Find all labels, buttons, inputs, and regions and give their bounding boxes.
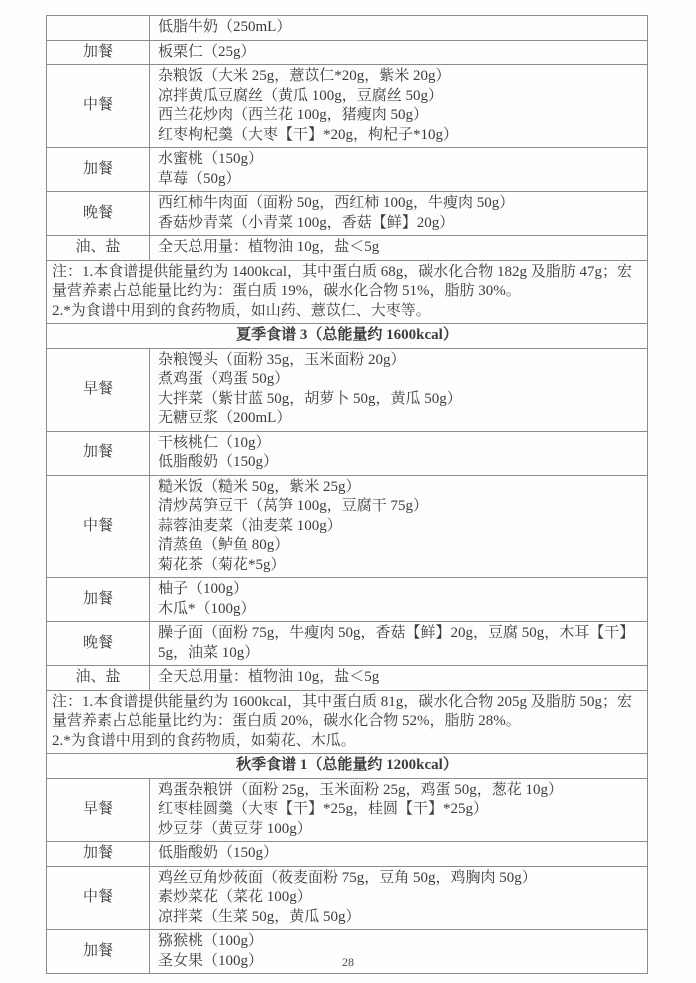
table-row [47,578,648,622]
table-row [47,842,648,867]
meal-item: 西红柿牛肉面（面粉 50g，西红柿 100g，牛瘦肉 50g） [158,195,515,211]
meal-item: 全天总用量：植物油 10g，盐＜5g [158,669,380,685]
table-row [47,65,648,148]
meal-label: 加餐 [47,930,150,974]
meal-item: 低脂牛奶（250mL） [158,19,292,35]
meal-items-cell [150,666,648,691]
meal-items-cell [150,65,648,148]
meal-label: 中餐 [47,65,150,148]
meal-label: 油、盐 [47,666,150,691]
table-row [47,192,648,236]
meal-plan-table-body [47,16,648,974]
table-row [47,348,648,431]
meal-items-cell [150,475,648,578]
meal-item: 圣女果（100g） [158,952,264,969]
meal-item: 煮鸡蛋（鸡蛋 50g） [158,371,290,387]
section-title-row [47,754,648,779]
meal-item: 大拌菜（紫甘蓝 50g，胡萝卜 50g，黄瓜 50g） [158,390,462,407]
meal-item: 木瓜*（100g） [158,600,256,617]
meal-label: 加餐 [47,148,150,192]
meal-items-cell [150,236,648,261]
note-cell [47,690,648,754]
note-line: 2.*为食谱中用到的食药物质，如菊花、木瓜。 [52,732,356,749]
note-line: 注：1.本食谱提供能量约为 1600kcal，其中蛋白质 81g，碳水化合物 205g 及脂肪 50g；宏量营养素占总能量比约为：蛋白质 20%，碳水化合物 52%，脂肪 28%。 [52,693,632,729]
table-row [47,866,648,930]
section-title-row [47,324,648,349]
meal-item: 板栗仁（25g） [158,43,256,60]
meal-item: 鸡丝豆角炒莜面（莜麦面粉 75g，豆角 50g，鸡胸肉 50g） [158,869,537,886]
meal-item: 水蜜桃（150g） [158,151,264,167]
meal-items-cell [150,842,648,867]
meal-label [47,16,150,41]
meal-item: 红枣枸杞羹（大枣【干】*20g，枸杞子*10g） [158,126,459,143]
meal-item: 凉拌黄瓜豆腐丝（黄瓜 100g，豆腐丝 50g） [158,87,444,104]
meal-label: 早餐 [47,348,150,431]
table-row [47,778,648,842]
meal-items-cell [150,778,648,842]
meal-item: 全天总用量：植物油 10g，盐＜5g [158,239,380,255]
meal-item: 红枣桂圆羹（大枣【干】*25g，桂圆【干】*25g） [158,801,489,817]
meal-label: 晚餐 [47,622,150,666]
meal-item: 臊子面（面粉 75g，牛瘦肉 50g，香菇【鲜】20g，豆腐 50g，木耳【干】5g，油菜 10g） [158,625,635,661]
meal-label: 加餐 [47,578,150,622]
meal-item: 香菇炒青菜（小青菜 100g，香菇【鲜】20g） [158,214,455,231]
meal-label: 油、盐 [47,236,150,261]
meal-items-cell [150,622,648,666]
meal-plan-table [46,15,648,974]
section-title: 秋季食谱 1（总能量约 1200kcal） [47,754,648,779]
meal-item: 低脂酸奶（150g） [158,845,279,861]
table-row [47,475,648,578]
meal-item: 低脂酸奶（150g） [158,454,279,470]
meal-item: 素炒菜花（菜花 100g） [158,889,312,905]
table-row [47,148,648,192]
page-number: 28 [342,955,354,969]
meal-item: 杂粮馒头（面粉 35g，玉米面粉 20g） [158,351,406,368]
meal-item: 糙米饭（糙米 50g，紫米 25g） [158,478,361,495]
section-title: 夏季食谱 3（总能量约 1600kcal） [47,324,648,349]
table-row [47,622,648,666]
meal-item: 蒜蓉油麦菜（油麦菜 100g） [158,517,342,534]
note-cell [47,260,648,324]
meal-item: 凉拌菜（生菜 50g，黄瓜 50g） [158,908,361,925]
meal-item: 清炒莴笋豆干（莴笋 100g，豆腐干 75g） [158,498,429,514]
note-line: 注：1.本食谱提供能量约为 1400kcal，其中蛋白质 68g，碳水化合物 182g 及脂肪 47g；宏量营养素占总能量比约为：蛋白质 19%，碳水化合物 51%，脂肪 30%。 [52,263,632,299]
meal-item: 无糖豆浆（200mL） [158,410,292,426]
table-row [47,236,648,261]
meal-items-cell [150,348,648,431]
meal-label: 中餐 [47,866,150,930]
meal-items-cell [150,866,648,930]
meal-item: 干核桃仁（10g） [158,434,271,451]
meal-label: 加餐 [47,431,150,475]
note-row [47,260,648,324]
note-line: 2.*为食谱中用到的食药物质，如山药、薏苡仁、大枣等。 [52,302,431,319]
meal-item: 猕猴桃（100g） [158,933,264,949]
table-row [47,40,648,65]
table-row [47,666,648,691]
meal-label: 加餐 [47,842,150,867]
meal-label: 加餐 [47,40,150,65]
meal-items-cell [150,40,648,65]
meal-items-cell [150,148,648,192]
meal-items-cell [150,431,648,475]
meal-item: 草莓（50g） [158,170,241,187]
meal-items-cell [150,16,648,41]
table-row [47,431,648,475]
meal-label: 中餐 [47,475,150,578]
meal-item: 炒豆芽（黄豆芽 100g） [158,820,312,837]
meal-item: 鸡蛋杂粮饼（面粉 25g，玉米面粉 25g，鸡蛋 50g，葱花 10g） [158,781,564,798]
meal-item: 菊花茶（菊花*5g） [158,556,286,573]
note-row [47,690,648,754]
meal-item: 杂粮饭（大米 25g，薏苡仁*20g，紫米 20g） [158,68,451,84]
meal-label: 早餐 [47,778,150,842]
meal-item: 西兰花炒肉（西兰花 100g，猪瘦肉 50g） [158,107,429,123]
table-row [47,16,648,41]
meal-items-cell [150,578,648,622]
meal-item: 清蒸鱼（鲈鱼 80g） [158,537,290,553]
meal-item: 柚子（100g） [158,581,249,597]
meal-items-cell [150,192,648,236]
meal-label: 晚餐 [47,192,150,236]
